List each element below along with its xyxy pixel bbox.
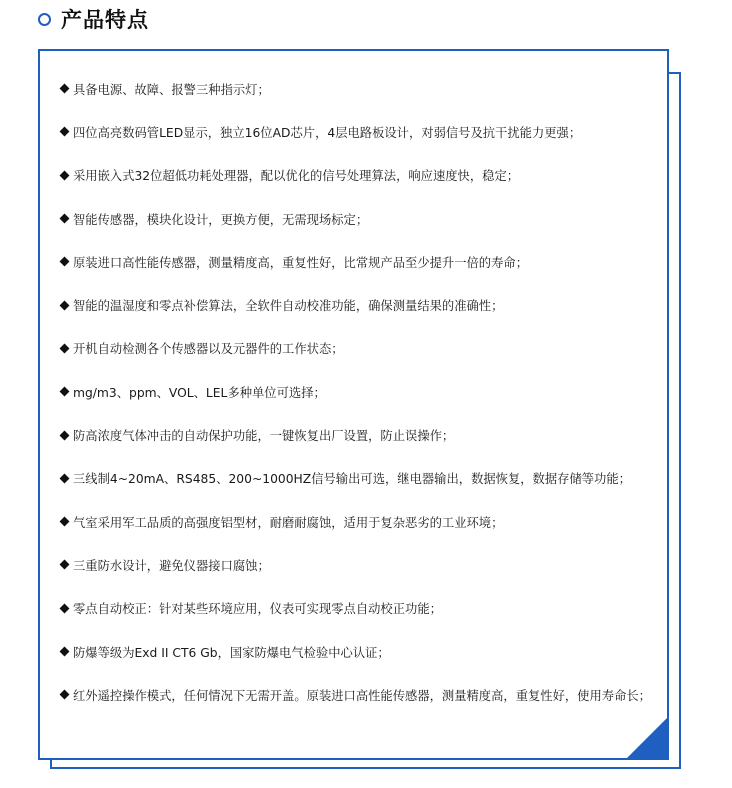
section-header xyxy=(38,2,149,36)
diamond-bullet-icon xyxy=(60,387,70,397)
diamond-bullet-icon xyxy=(60,473,70,483)
page-title: 产品特点 xyxy=(61,8,149,32)
corner-fold-decoration xyxy=(627,718,667,758)
feature-text: 三线制4~20mA、RS485、200~1000HZ信号输出可选，继电器输出，数据恢复，数据存储等功能； xyxy=(73,472,631,487)
diamond-bullet-icon xyxy=(60,127,70,137)
feature-item xyxy=(60,283,680,326)
feature-item xyxy=(60,673,680,716)
feature-item xyxy=(60,543,680,586)
feature-item xyxy=(60,500,680,543)
ring-icon xyxy=(38,13,51,26)
diamond-bullet-icon xyxy=(60,257,70,267)
feature-text: 红外遥控操作模式，任何情况下无需开盖。原装进口高性能传感器，测量精度高，重复性好，使用寿命长； xyxy=(73,688,651,703)
feature-text: mg/m3、ppm、VOL、LEL多种单位可选择； xyxy=(73,385,326,400)
feature-item xyxy=(60,457,680,500)
feature-text: 具备电源、故障、报警三种指示灯； xyxy=(73,82,270,97)
diamond-bullet-icon xyxy=(60,560,70,570)
diamond-bullet-icon xyxy=(60,603,70,613)
feature-text: 采用嵌入式32位超低功耗处理器，配以优化的信号处理算法，响应速度快，稳定； xyxy=(73,169,520,184)
feature-item xyxy=(60,110,680,153)
diamond-bullet-icon xyxy=(60,300,70,310)
feature-text: 四位高亮数码管LED显示，独立16位AD芯片，4层电路板设计，对弱信号及抗干扰能力更强； xyxy=(73,125,582,140)
diamond-bullet-icon xyxy=(60,343,70,353)
diamond-bullet-icon xyxy=(60,647,70,657)
feature-text: 防高浓度气体冲击的自动保护功能，一键恢复出厂设置，防止误操作； xyxy=(73,429,455,444)
feature-text: 智能传感器，模块化设计，更换方便，无需现场标定； xyxy=(73,212,369,227)
feature-item xyxy=(60,370,680,413)
feature-item xyxy=(60,154,680,197)
feature-item xyxy=(60,630,680,673)
feature-item xyxy=(60,197,680,240)
feature-item xyxy=(60,413,680,456)
diamond-bullet-icon xyxy=(60,430,70,440)
features-panel xyxy=(38,49,669,760)
feature-item xyxy=(60,327,680,370)
feature-text: 零点自动校正：针对某些环境应用，仪表可实现零点自动校正功能； xyxy=(73,602,442,617)
feature-item xyxy=(60,240,680,283)
feature-list xyxy=(60,67,680,716)
diamond-bullet-icon xyxy=(60,517,70,527)
feature-text: 三重防水设计，避免仪器接口腐蚀； xyxy=(73,558,270,573)
feature-text: 智能的温湿度和零点补偿算法，全软件自动校准功能，确保测量结果的准确性； xyxy=(73,299,504,314)
diamond-bullet-icon xyxy=(60,84,70,94)
diamond-bullet-icon xyxy=(60,690,70,700)
feature-text: 防爆等级为Exd II CT6 Gb，国家防爆电气检验中心认证； xyxy=(73,645,390,660)
feature-item xyxy=(60,587,680,630)
diamond-bullet-icon xyxy=(60,170,70,180)
feature-text: 气室采用军工品质的高强度铝型材，耐磨耐腐蚀，适用于复杂恶劣的工业环境； xyxy=(73,515,504,530)
feature-text: 原装进口高性能传感器，测量精度高，重复性好，比常规产品至少提升一倍的寿命； xyxy=(73,255,528,270)
feature-item xyxy=(60,67,680,110)
diamond-bullet-icon xyxy=(60,214,70,224)
feature-text: 开机自动检测各个传感器以及元器件的工作状态； xyxy=(73,342,344,357)
